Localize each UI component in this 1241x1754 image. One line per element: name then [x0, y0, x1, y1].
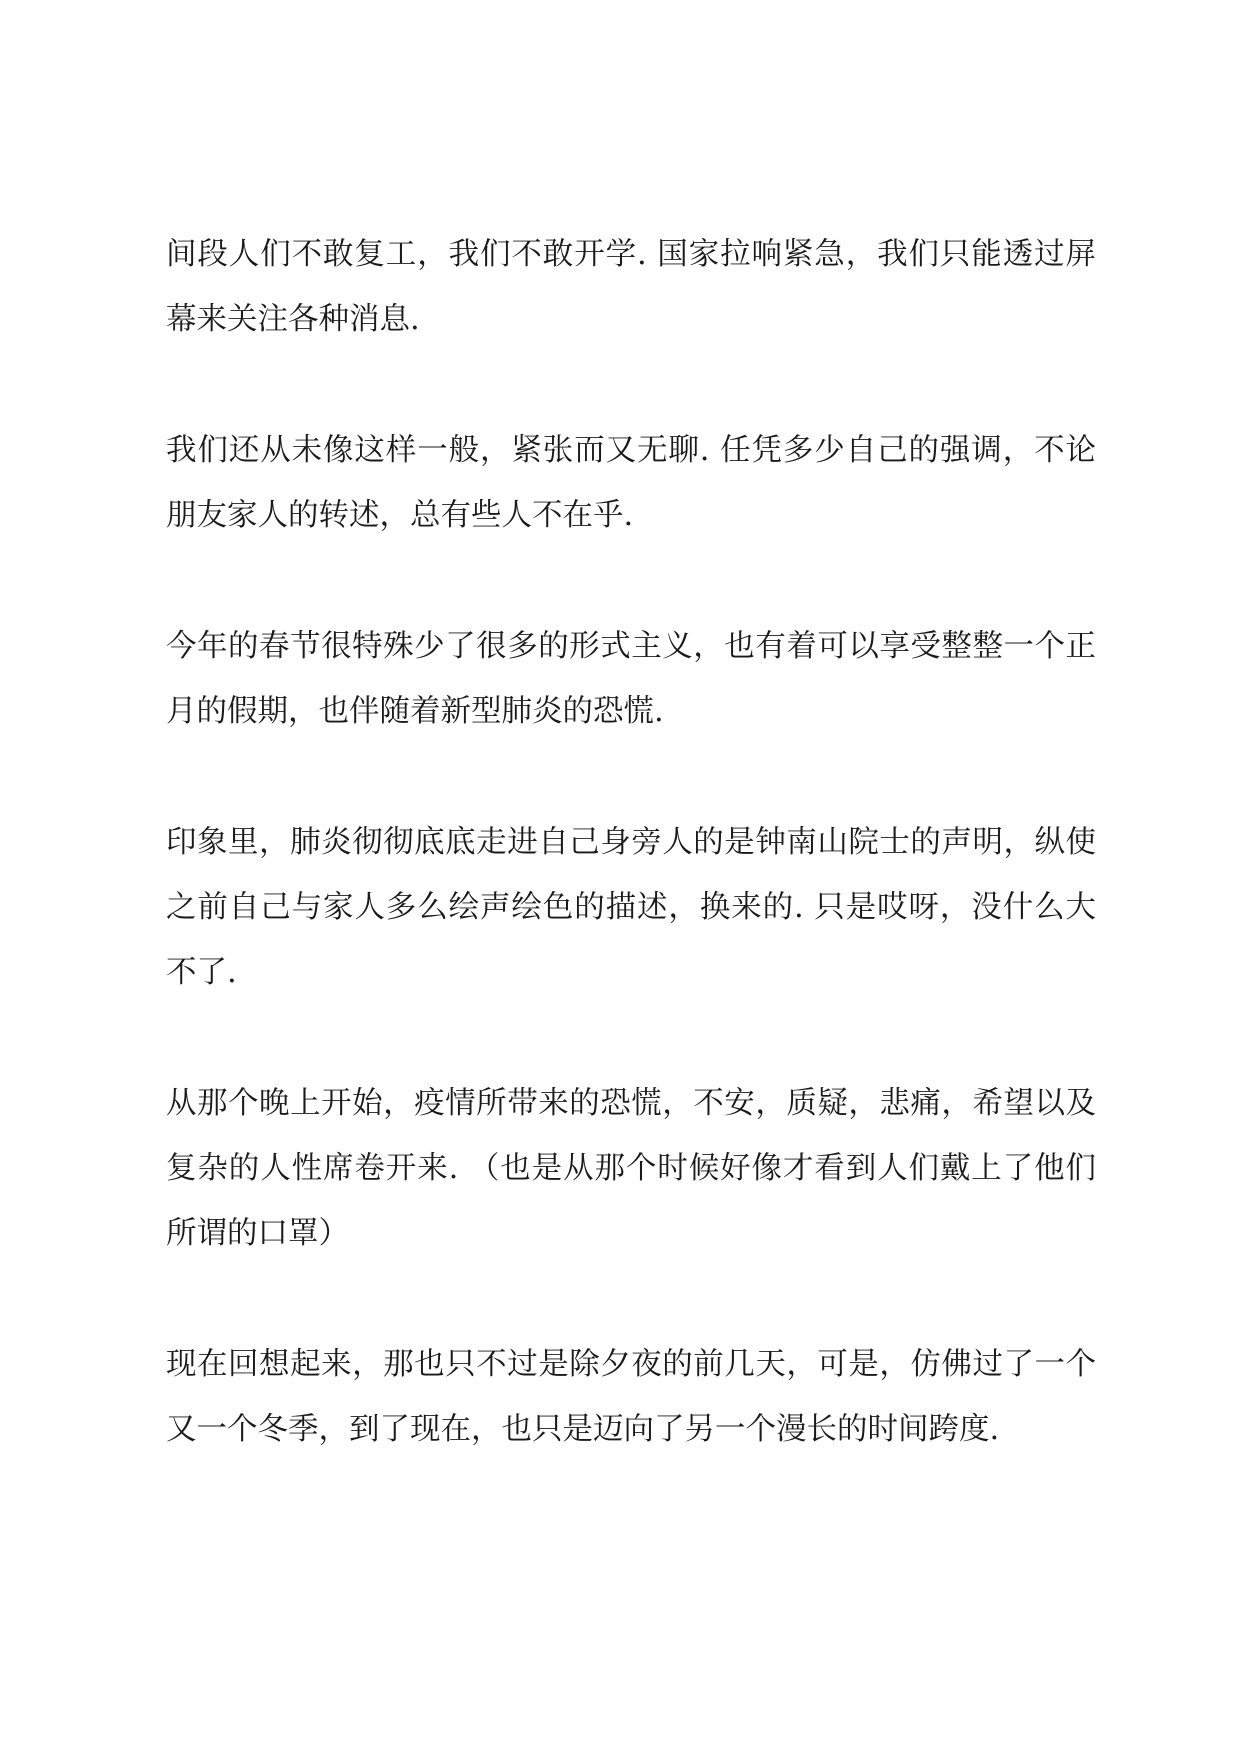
document-body — [166, 222, 1096, 1462]
paragraph-5: 从那个晚上开始，疫情所带来的恐慌，不安，质疑，悲痛，希望以及复杂的人性席卷开来. （也是从那个时候好像才看到人们戴上了他们所谓的口罩） — [166, 1086, 1096, 1251]
paragraph-6: 现在回想起来，那也只不过是除夕夜的前几天，可是，仿佛过了一个又一个冬季，到了现在，也只是迈向了另一个漫长的时间跨度. — [166, 1347, 1096, 1447]
paragraph-3: 今年的春节很特殊少了很多的形式主义，也有着可以享受整整一个正月的假期，也伴随着新型肺炎的恐慌. — [166, 629, 1096, 729]
paragraph-2: 我们还从未像这样一般，紧张而又无聊. 任凭多少自己的强调，不论朋友家人的转述，总有些人不在乎. — [166, 433, 1096, 533]
paragraph-1: 间段人们不敢复工，我们不敢开学. 国家拉响紧急，我们只能透过屏幕来关注各种消息. — [166, 237, 1096, 337]
paragraph-4: 印象里，肺炎彻彻底底走进自己身旁人的是钟南山院士的声明，纵使之前自己与家人多么绘声绘色的描述，换来的. 只是哎呀，没什么大不了. — [166, 825, 1096, 990]
